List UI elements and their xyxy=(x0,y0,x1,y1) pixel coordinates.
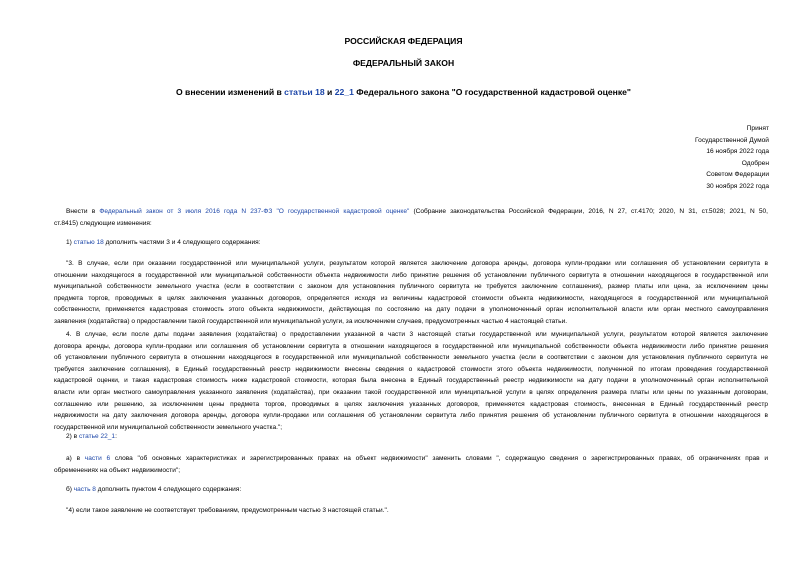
part-4-line: недвижимости на дату заключения договора аренды, договора купли-продажи или соглашения об установлении сервитута либо принятия решения об установлении публичного сервитута в отношении находящегося в xyxy=(54,412,768,420)
adoption-line: 16 ноября 2022 года xyxy=(706,148,769,156)
part-3-paragraph xyxy=(54,258,768,328)
part-4-line: требуется заключение соглашения), в Единый государственный реестр недвижимости внесены сведения о кадастровой стоимости этого объекта недвижимости, полученной по итогам проведения государственной xyxy=(54,365,768,373)
part-4-line: договора аренды, договора купли-продажи или соглашения об установлении сервитута в отношении находящегося в государственной или муниципальной собственности объекта недвижимости либо принятие решения xyxy=(54,342,768,350)
country-heading: РОССИЙСКАЯ ФЕДЕРАЦИЯ xyxy=(344,36,463,46)
link-article-22-1-body[interactable]: статье 22_1 xyxy=(78,433,116,440)
part-3-line: муниципальной собственности земельного участка (если в соответствии с законом для установления публичного сервитута не требуется заключение соглашения), размер платы или цена, за исключением цены xyxy=(54,283,768,291)
link-part-8[interactable]: часть 8 xyxy=(73,486,96,493)
link-part-6[interactable]: части 6 xyxy=(84,455,111,462)
part-4-line: 4. В случае, если после даты подачи заявления (ходатайства) о предоставлении указанной в части 3 настоящей статьи государственной или муниципальной услуги, результатом которой является заключение xyxy=(66,331,768,338)
intro-paragraph xyxy=(54,206,768,229)
title-and: и xyxy=(324,87,335,97)
adoption-line: Принят xyxy=(746,125,769,132)
law-title xyxy=(0,87,807,97)
part-3-line: собственности, применяется кадастровая стоимость этого объекта недвижимости, действующая по состоянию на дату подачи в уполномоченный орган исполнительной власти или орган местного самоуправления xyxy=(54,306,768,314)
title-prefix: О внесении изменений в xyxy=(175,87,285,97)
item-2a-line-2: обременениях на объект недвижимости"; xyxy=(54,466,181,474)
item-2b: б) часть 8 дополнить пунктом 4 следующего содержания: xyxy=(66,486,242,493)
part-3-line: предмета торгов, проводимых в целях заключения указанных договоров, определяется исходя из величины кадастровой стоимости объекта недвижимости, находящегося в государственной или муниципальной xyxy=(54,294,768,302)
link-article-22-1[interactable]: 22_1 xyxy=(334,87,354,97)
part-4-line: кадастровой оценки, и такая кадастровая стоимость ниже кадастровой стоимости, которая была внесена в Единый государственный реестр недвижимости на дату подачи в уполномоченный орган исполнительной xyxy=(54,377,768,385)
adoption-line: 30 ноября 2022 года xyxy=(706,182,769,190)
item-2a-line-1: а) в части 6 слова "об основных характеристиках и зарегистрированных правах на объект недвижимости" заменить словами ", содержащую сведения о зарегистрированных правах, об ограничениях прав и xyxy=(66,455,769,462)
part-4-line: власти или орган местного самоуправления указанного заявления (ходатайства), при оказании такой государственной или муниципальной услуги в целях определения размера платы или цены по указанным договорам, xyxy=(54,388,768,396)
link-article-18-body[interactable]: статью 18 xyxy=(73,239,104,246)
part-4-line: государственной или муниципальной собственности земельного участка."; xyxy=(54,423,283,431)
item-2a xyxy=(54,453,768,476)
link-federal-law-237[interactable]: Федеральный закон от 3 июля 2016 года N 237-ФЗ "О государственной кадастровой оценке" xyxy=(99,208,410,215)
title-suffix: Федерального закона "О государственной кадастровой оценке" xyxy=(353,87,632,97)
adoption-line: Государственной Думой xyxy=(695,136,769,144)
doc-type-heading: ФЕДЕРАЛЬНЫЙ ЗАКОН xyxy=(352,58,455,68)
intro-line-1: Внести в Федеральный закон от 3 июля 2016 года N 237-ФЗ "О государственной кадастровой оценке" (Собрание законодательства Российской Федерации, 2016, N 27, ст.4170; 2020, N 31, ст.5028; 2021, N 50, xyxy=(66,208,768,215)
part-3-line: "3. В случае, если при оказании государственной или муниципальной услуги, результатом которой является заключение договора аренды, договора купли-продажи или соглашения об установлении сервитута в xyxy=(66,260,768,267)
part-4-line: об установлении публичного сервитута в отношении находящегося в государственной или муниципальной собственности земельного участка (если в соответствии с законом для установления публичного сервитута не xyxy=(54,354,768,362)
adoption-line: Советом Федерации xyxy=(706,171,769,179)
item-1: 1) статью 18 дополнить частями 3 и 4 следующего содержания: xyxy=(66,239,261,246)
adoption-block xyxy=(695,123,769,193)
part-3-line: отношении находящегося в государственной или муниципальной собственности объекта недвижимости либо принятие решения об установлении публичного сервитута в отношении находящегося в государственной или xyxy=(54,271,768,279)
link-article-18[interactable]: статьи 18 xyxy=(284,87,325,97)
part-3-line: заявления (ходатайства) о предоставлении такой государственной или муниципальной услуги, за исключением случаев, предусмотренных частью 4 настоящей статьи. xyxy=(54,317,568,325)
part-4-line: соглашению или решению, за исключением цены предмета торгов, проводимых в целях заключения указанных договоров, применяется кадастровая стоимость, внесенная в Единый государственный реестр xyxy=(54,400,768,408)
intro-line-2: ст.8415) следующие изменения: xyxy=(54,219,152,227)
adoption-line: Одобрен xyxy=(741,159,769,167)
item-2b-text: "4) если такое заявление не соответствует требованиям, предусмотренным частью 3 настоящей статьи.". xyxy=(66,507,389,514)
item-2: 2) в статье 22_1: xyxy=(66,433,117,440)
part-4-paragraph xyxy=(54,329,768,433)
